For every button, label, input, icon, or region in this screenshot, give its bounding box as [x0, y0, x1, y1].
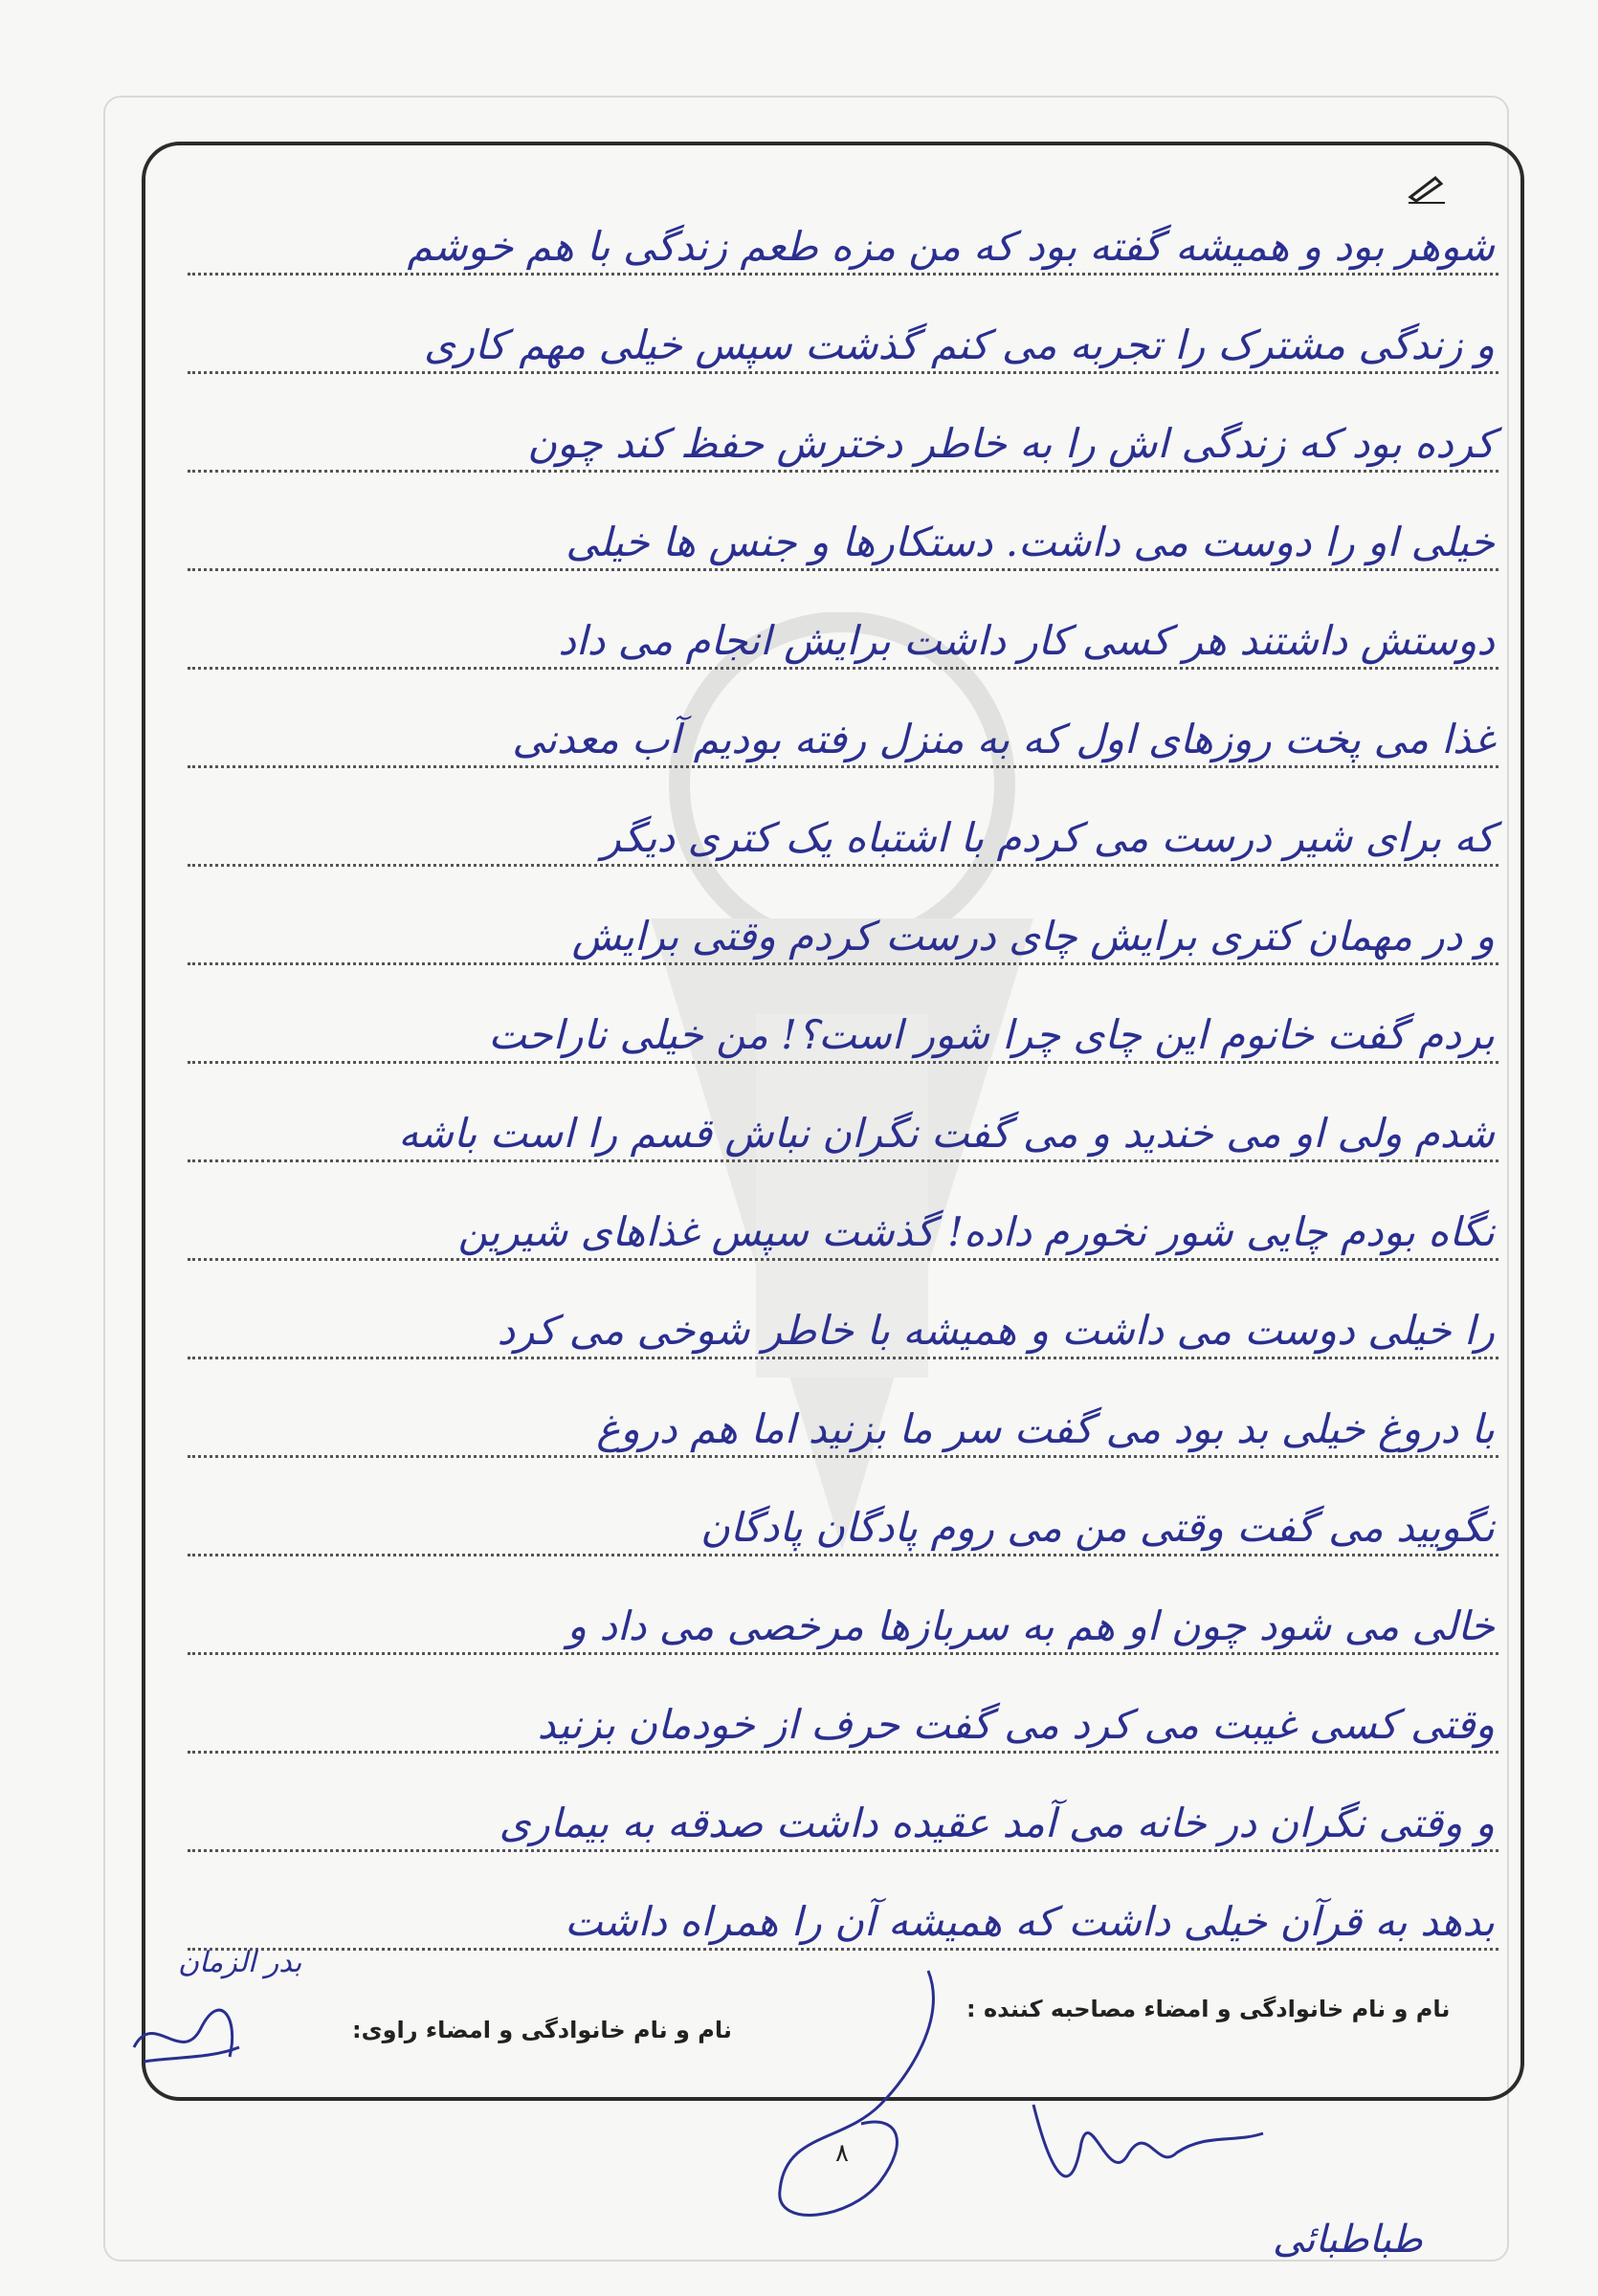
- dotted-rule: [188, 864, 1498, 867]
- handwritten-line: [188, 1764, 1498, 1852]
- dotted-rule: [188, 1061, 1498, 1064]
- handwritten-line-text: و در مهمان کتری برایش چای درست کردم وقتی برایش: [571, 913, 1495, 960]
- handwritten-line-text: را خیلی دوست می داشت و همیشه با خاطر شوخی می کرد: [497, 1307, 1495, 1354]
- dotted-rule: [188, 765, 1498, 768]
- handwritten-line: [188, 385, 1498, 473]
- witness-signature: [1014, 2086, 1282, 2210]
- handwritten-line: [188, 188, 1498, 276]
- handwritten-line: [188, 680, 1498, 768]
- handwritten-line-text: شوهر بود و همیشه گفته بود که من مزه طعم زندگی با هم خوشم: [407, 223, 1495, 270]
- dotted-rule: [188, 1159, 1498, 1162]
- dotted-rule: [188, 962, 1498, 965]
- handwritten-line-text: که برای شیر درست می کردم با اشتباه یک کتری دیگر: [601, 814, 1495, 861]
- interviewer-signature-label: نام و نام خانوادگی و امضاء مصاحبه کننده :: [966, 1996, 1451, 2022]
- dotted-rule: [188, 1751, 1498, 1754]
- handwritten-line-text: دوستش داشتند هر کسی کار داشت برایش انجام می داد: [558, 617, 1495, 664]
- handwritten-line-text: بردم گفت خانوم این چای چرا شور است؟! من خیلی ناراحت: [488, 1011, 1495, 1058]
- handwritten-line-text: کرده بود که زندگی اش را به خاطر دخترش حفظ کند چون: [527, 420, 1495, 467]
- handwritten-body: [188, 188, 1498, 1967]
- handwritten-line: [188, 1567, 1498, 1655]
- handwritten-line: [188, 1173, 1498, 1261]
- dotted-rule: [188, 1849, 1498, 1852]
- bottom-handwritten-name: طباطبائی: [1273, 2218, 1423, 2262]
- handwritten-line-text: نگویید می گفت وقتی من می روم پادگان پادگان: [699, 1504, 1495, 1551]
- handwritten-line: [188, 1370, 1498, 1458]
- dotted-rule: [188, 1948, 1498, 1951]
- handwritten-line: [188, 877, 1498, 965]
- handwritten-line: [188, 1666, 1498, 1754]
- page-number: ۸: [835, 2139, 849, 2168]
- dotted-rule: [188, 568, 1498, 571]
- handwritten-line-text: غذا می پخت روزهای اول که به منزل رفته بودیم آب معدنی: [512, 716, 1495, 762]
- dotted-rule: [188, 1652, 1498, 1655]
- dotted-rule: [188, 1357, 1498, 1359]
- handwritten-line: [188, 976, 1498, 1064]
- interviewer-signature: [766, 1961, 957, 2239]
- handwritten-line-text: وقتی کسی غیبت می کرد می گفت حرف از خودمان بزنید: [537, 1701, 1495, 1748]
- dotted-rule: [188, 273, 1498, 276]
- dotted-rule: [188, 667, 1498, 670]
- dotted-rule: [188, 1455, 1498, 1458]
- handwritten-line: [188, 483, 1498, 571]
- dotted-rule: [188, 1258, 1498, 1261]
- narrator-signature-label: نام و نام خانوادگی و امضاء راوی:: [352, 2017, 732, 2043]
- dotted-rule: [188, 371, 1498, 374]
- handwritten-line-text: خیلی او را دوست می داشت. دستکارها و جنس ها خیلی: [566, 519, 1495, 565]
- handwritten-line-text: شدم ولی او می خندید و می گفت نگران نباش قسم را است باشه: [398, 1110, 1495, 1157]
- handwritten-line: [188, 1271, 1498, 1359]
- handwritten-line-text: خالی می شود چون او هم به سربازها مرخصی می داد و: [566, 1602, 1495, 1649]
- dotted-rule: [188, 1554, 1498, 1556]
- handwritten-line-text: با دروغ خیلی بد بود می گفت سر ما بزنید اما هم دروغ: [596, 1405, 1495, 1452]
- handwritten-line: [188, 1074, 1498, 1162]
- handwritten-line-text: و زندگی مشترک را تجربه می کنم گذشت سپس خیلی مهم کاری: [423, 321, 1495, 368]
- handwritten-line: [188, 1863, 1498, 1951]
- handwritten-line-text: بدهد به قرآن خیلی داشت که همیشه آن را همراه داشت: [565, 1898, 1495, 1945]
- narrator-signature: [124, 1990, 249, 2076]
- handwritten-line: [188, 1468, 1498, 1556]
- handwritten-line: [188, 779, 1498, 867]
- dotted-rule: [188, 470, 1498, 473]
- handwritten-line-text: نگاه بودم چایی شور نخورم داده! گذشت سپس غذاهای شیرین: [457, 1208, 1495, 1255]
- handwritten-line: [188, 286, 1498, 374]
- narrator-handwritten-name: بدر الزمان: [178, 1946, 302, 1979]
- handwritten-line-text: و وقتی نگران در خانه می آمد عقیده داشت صدقه به بیماری: [499, 1799, 1495, 1846]
- handwritten-line: [188, 582, 1498, 670]
